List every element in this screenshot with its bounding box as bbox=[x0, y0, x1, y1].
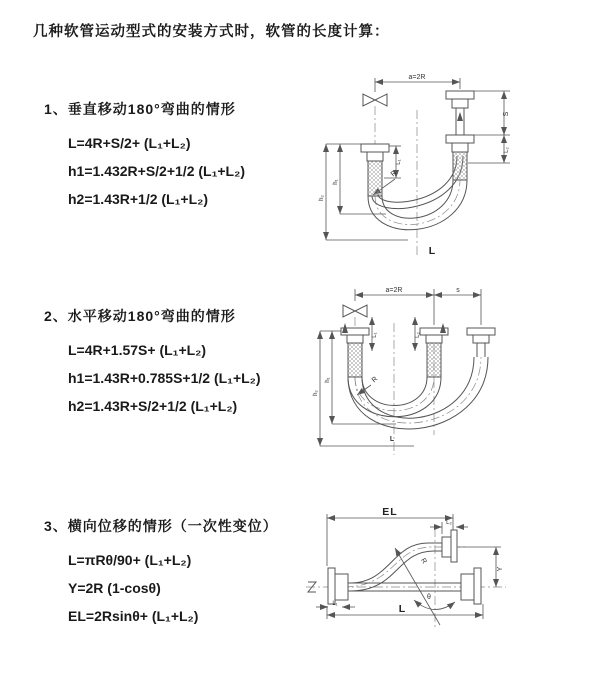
dim-label-l2: L₂ bbox=[415, 332, 421, 338]
dim-label-l1: L₁ bbox=[332, 601, 338, 607]
angle-label: θ bbox=[427, 594, 431, 601]
dim-label-a2r: a=2R bbox=[408, 74, 426, 81]
section-2-formula-L: L=4R+1.57S+ (L₁+L₂) bbox=[68, 342, 207, 358]
dim-label-l2: L₂ bbox=[446, 520, 452, 526]
page-title: 几种软管运动型式的安装方式时，软管的长度计算： bbox=[33, 24, 390, 40]
dim-label-h1: h₁ bbox=[333, 179, 339, 185]
dim-label-h2: h₂ bbox=[319, 195, 325, 201]
dim-label-l1: L₁ bbox=[396, 159, 402, 165]
section-3-formula-L: L=πRθ/90+ (L₁+L₂) bbox=[68, 552, 192, 568]
radius-label: R bbox=[419, 557, 428, 566]
diagram-horizontal-180-bend bbox=[308, 283, 593, 458]
dim-label-l1: L₁ bbox=[372, 332, 378, 338]
dimension-lines bbox=[326, 78, 510, 240]
pipe-fittings bbox=[361, 91, 474, 196]
pipe-fittings bbox=[328, 530, 481, 604]
dim-label-s: S bbox=[503, 111, 510, 117]
radius-label: R bbox=[389, 169, 399, 179]
valve-icon bbox=[343, 305, 367, 317]
section-3-formula-EL: EL=2Rsinθ+ (L₁+L₂) bbox=[68, 608, 199, 624]
dim-label-h2: h₂ bbox=[313, 390, 319, 396]
length-label: L bbox=[398, 603, 406, 615]
valve-icon bbox=[363, 94, 387, 106]
radius-label: R bbox=[370, 375, 380, 385]
dim-label-s: s bbox=[456, 287, 460, 294]
section-3-formula-Y: Y=2R (1-cosθ) bbox=[68, 580, 161, 596]
length-label: L bbox=[428, 245, 436, 257]
section-1-text bbox=[44, 99, 245, 213]
section-2-formula-h1: h1=1.43R+0.785S+1/2 (L₁+L₂) bbox=[68, 370, 261, 386]
section-1-formula-h1: h1=1.432R+S/2+1/2 (L₁+L₂) bbox=[68, 163, 245, 179]
dim-label-l2: L₂ bbox=[504, 147, 510, 153]
hose-curves bbox=[368, 156, 467, 230]
diagram-vertical-180-bend-svg bbox=[310, 68, 590, 260]
section-2-text bbox=[44, 306, 261, 420]
section-3-heading: 3、横向位移的情形（一次性变位） bbox=[44, 518, 278, 534]
dim-label-el: EL bbox=[382, 506, 398, 518]
section-2-formula-h2: h2=1.43R+S/2+1/2 (L₁+L₂) bbox=[68, 398, 238, 414]
section-2-heading: 2、水平移动180°弯曲的情形 bbox=[44, 308, 236, 324]
diagram-lateral-displacement-svg bbox=[298, 500, 600, 645]
dim-label-h1: h₁ bbox=[325, 377, 331, 383]
section-1-formula-h2: h2=1.43R+1/2 (L₁+L₂) bbox=[68, 191, 209, 207]
dimension-lines bbox=[316, 514, 501, 625]
section-1-formula-L: L=4R+S/2+ (L₁+L₂) bbox=[68, 135, 191, 151]
diagram-lateral-displacement bbox=[298, 500, 600, 645]
pipe-fittings bbox=[341, 305, 495, 377]
section-1-heading: 1、垂直移动180°弯曲的情形 bbox=[44, 101, 236, 117]
dim-label-a2r: a=2R bbox=[385, 287, 403, 294]
dim-label-y: Y bbox=[497, 566, 504, 572]
diagram-horizontal-180-bend-svg bbox=[308, 283, 593, 458]
hose-curves bbox=[348, 357, 488, 429]
movement-arrow-icon bbox=[457, 112, 463, 121]
centerlines bbox=[375, 106, 460, 256]
section-3-text bbox=[44, 516, 278, 630]
length-label: L bbox=[389, 436, 395, 443]
diagram-vertical-180-bend bbox=[310, 68, 590, 260]
